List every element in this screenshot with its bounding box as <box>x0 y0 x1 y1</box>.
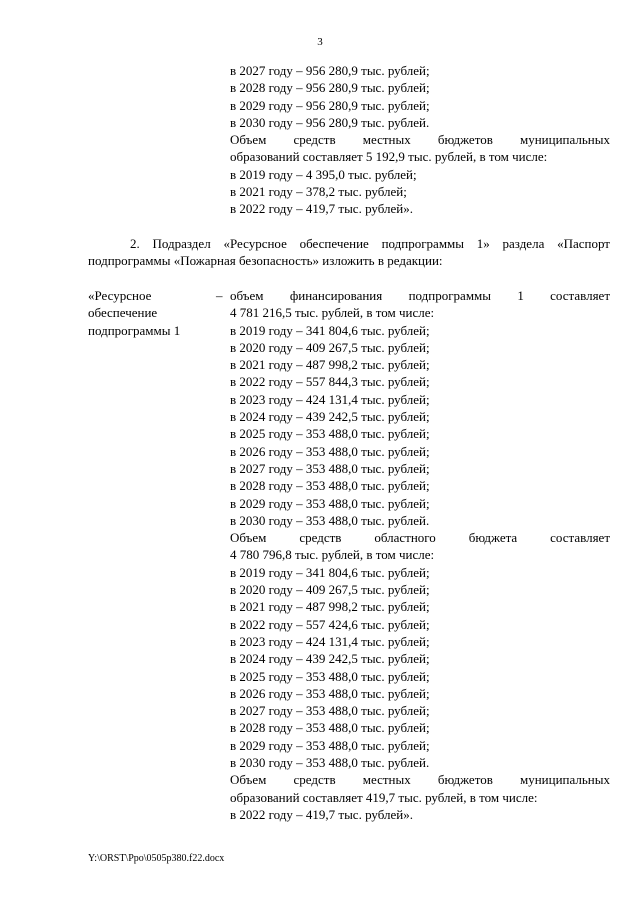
year-line: в 2029 году – 353 488,0 тыс. рублей; <box>230 495 430 511</box>
year-line: в 2022 году – 557 424,6 тыс. рублей; <box>230 616 430 632</box>
year-line: в 2021 году – 378,2 тыс. рублей; <box>230 184 407 200</box>
year-line: в 2020 году – 409 267,5 тыс. рублей; <box>230 339 430 355</box>
year-line: в 2030 году – 353 488,0 тыс. рублей. <box>230 755 430 771</box>
year-line: в 2022 году – 557 844,3 тыс. рублей; <box>230 374 430 390</box>
section-2-line: подпрограммы «Пожарная безопасность» изложить в редакции: <box>88 253 443 269</box>
year-line: в 2021 году – 487 998,2 тыс. рублей; <box>230 599 430 615</box>
year-line: в 2022 году – 419,7 тыс. рублей». <box>230 201 413 217</box>
financing-line: объем финансирования подпрограммы 1 составляет <box>230 288 610 303</box>
year-line: в 2019 году – 341 804,6 тыс. рублей; <box>230 564 430 580</box>
year-line: в 2025 году – 353 488,0 тыс. рублей; <box>230 668 430 684</box>
year-line: в 2021 году – 487 998,2 тыс. рублей; <box>230 357 430 373</box>
top-continuation-block <box>230 62 610 218</box>
local-budget-line: Объем средств местных бюджетов муниципальных <box>230 772 610 788</box>
label-line-3: подпрограммы 1 <box>88 322 181 338</box>
local-budget-line: образований составляет 419,7 тыс. рублей, в том числе: <box>230 789 538 805</box>
financing-line: 4 781 216,5 тыс. рублей, в том числе: <box>230 305 435 321</box>
year-line: в 2023 году – 424 131,4 тыс. рублей; <box>230 391 430 407</box>
page-number: 3 <box>317 36 323 48</box>
year-line: в 2019 году – 341 804,6 тыс. рублей; <box>230 322 430 338</box>
year-line: в 2025 году – 353 488,0 тыс. рублей; <box>230 426 430 442</box>
year-line: в 2028 году – 353 488,0 тыс. рублей; <box>230 720 430 736</box>
label-line-2: обеспечение <box>88 305 158 321</box>
year-line: в 2026 году – 353 488,0 тыс. рублей; <box>230 443 430 459</box>
year-line: в 2028 году – 956 280,9 тыс. рублей; <box>230 80 430 96</box>
label-dash: – <box>216 288 223 303</box>
regional-line: 4 780 796,8 тыс. рублей, в том числе: <box>230 547 435 563</box>
year-line: в 2024 году – 439 242,5 тыс. рублей; <box>230 651 430 667</box>
section-2-line: 2. Подраздел «Ресурсное обеспечение подпрограммы 1» раздела «Паспорт <box>130 236 610 251</box>
year-line: в 2022 году – 419,7 тыс. рублей». <box>230 806 413 822</box>
year-line: в 2027 году – 353 488,0 тыс. рублей; <box>230 703 430 719</box>
year-line: в 2027 году – 956 280,9 тыс. рублей; <box>230 63 430 78</box>
resource-label <box>88 287 228 339</box>
year-line: в 2029 году – 353 488,0 тыс. рублей; <box>230 737 430 753</box>
file-path-footer: Y:\ORST\Ppo\0505p380.f22.docx <box>88 853 225 864</box>
local-budget-line: Объем средств местных бюджетов муниципальных <box>230 132 610 148</box>
regional-line: Объем средств областного бюджета составляет <box>230 530 610 546</box>
year-line: в 2020 году – 409 267,5 тыс. рублей; <box>230 582 430 598</box>
year-line: в 2023 году – 424 131,4 тыс. рублей; <box>230 633 430 649</box>
year-line: в 2026 году – 353 488,0 тыс. рублей; <box>230 685 430 701</box>
year-line: в 2027 году – 353 488,0 тыс. рублей; <box>230 460 430 476</box>
year-line: в 2024 году – 439 242,5 тыс. рублей; <box>230 409 430 425</box>
year-line: в 2019 году – 4 395,0 тыс. рублей; <box>230 166 417 182</box>
label-text: «Ресурсное <box>88 288 152 303</box>
local-budget-line: образований составляет 5 192,9 тыс. рублей, в том числе: <box>230 149 548 165</box>
label-line-1 <box>88 287 228 304</box>
financing-block <box>230 287 610 823</box>
year-line: в 2029 году – 956 280,9 тыс. рублей; <box>230 97 430 113</box>
year-line: в 2030 году – 956 280,9 тыс. рублей. <box>230 114 430 130</box>
section-2-paragraph <box>88 235 610 270</box>
year-line: в 2028 году – 353 488,0 тыс. рублей; <box>230 478 430 494</box>
year-line: в 2030 году – 353 488,0 тыс. рублей. <box>230 512 430 528</box>
